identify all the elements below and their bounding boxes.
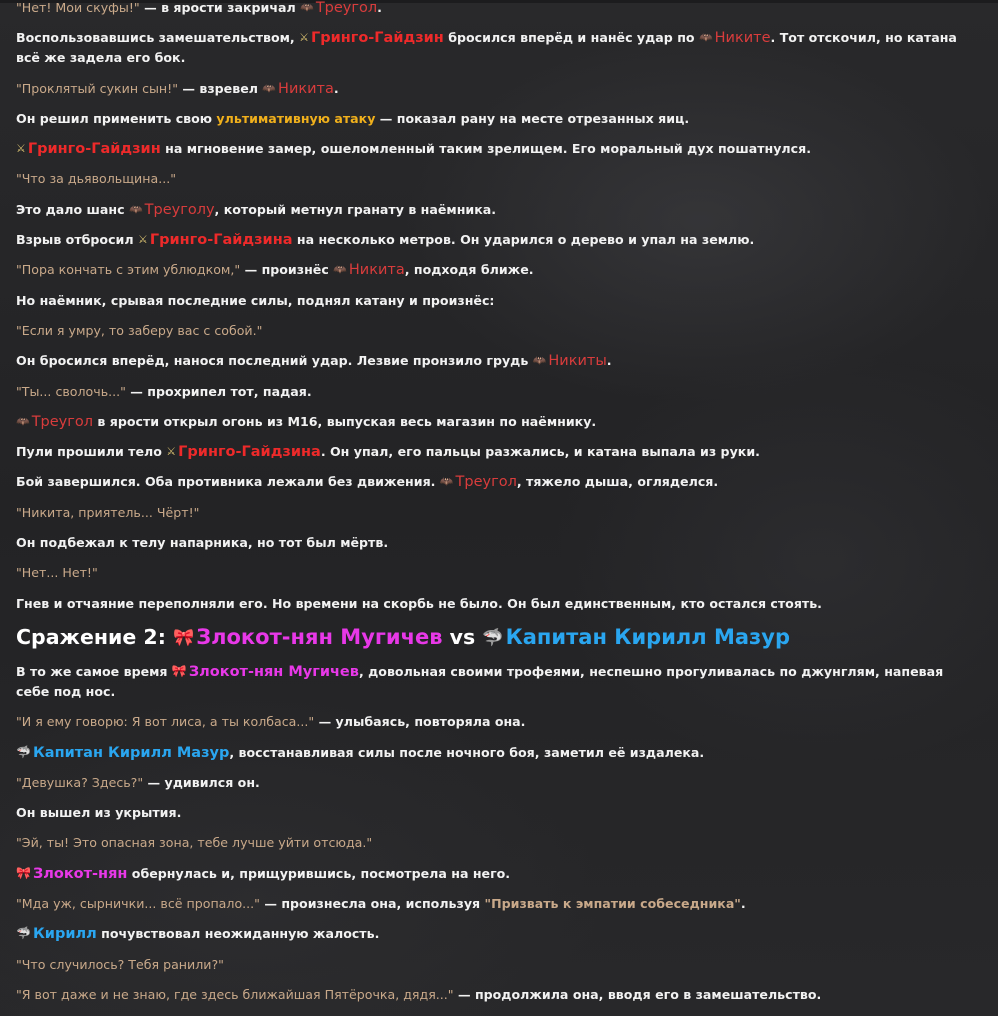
narration: . Он упал, его пальцы разжались, и катана выпала из руки. — [320, 444, 760, 460]
character-name-zlokot: Злокот-нян — [32, 865, 128, 882]
narration: , тяжело дыша, огляделся. — [516, 474, 719, 490]
story-line — [16, 139, 966, 159]
narration: Воспользовавшись замешательством, — [16, 30, 300, 46]
bow-icon: 🎀 — [16, 865, 31, 880]
shark-icon: 🦈 — [16, 744, 31, 759]
character-name-nikita: Никиты — [548, 353, 607, 370]
story-line — [16, 985, 966, 1005]
character-name-zlokot: Злокот-нян Мугичев — [188, 663, 359, 680]
narration: — показал рану на месте отрезанных яиц. — [375, 110, 690, 126]
story-log — [16, 0, 966, 1015]
narration: — взревел — [178, 80, 263, 96]
narration: бросился вперёд и нанёс удар по — [443, 30, 699, 46]
narration: Бой завершился. Оба противника лежали без движения. — [16, 474, 440, 490]
character-name-kirill: Капитан Кирилл Мазур — [32, 744, 230, 761]
shark-icon: 🦈 — [16, 926, 31, 941]
narration: . — [333, 80, 339, 96]
story-line — [16, 200, 966, 220]
bat-icon: 🦇 — [439, 475, 454, 489]
narration: на несколько метров. Он ударился о дерево и упал на землю. — [292, 232, 755, 248]
narration: , подходя ближе. — [404, 262, 534, 278]
narration: — улыбаясь, повторяла она. — [314, 714, 526, 730]
bat-icon: 🦇 — [698, 31, 713, 45]
story-line — [16, 864, 966, 884]
story-line — [16, 109, 966, 129]
sword-icon: ⚔ — [16, 142, 26, 156]
story-line — [16, 803, 966, 823]
story-line — [16, 594, 966, 614]
narration: — удивился он. — [143, 774, 260, 790]
quote: "Если я умру, то заберу вас с собой." — [16, 322, 263, 338]
narration: Он решил применить свою — [16, 110, 217, 126]
character-name-treugol: Треугол — [455, 474, 517, 491]
story-line — [16, 230, 966, 250]
character-name-nikita: Никита — [348, 262, 405, 279]
narration: — продолжила она, вводя его в замешательство. — [453, 986, 822, 1002]
narration: , который метнул гранату в наёмника. — [214, 201, 497, 217]
sword-icon: ⚔ — [299, 31, 309, 45]
quote: "Нет! Мои скуфы!" — [16, 0, 140, 15]
narration: . — [740, 896, 746, 912]
character-name-zlokot: Злокот-нян Мугичев — [196, 624, 443, 649]
narration: обернулась и, прищурившись, посмотрела на него. — [127, 865, 511, 881]
story-line — [16, 28, 966, 68]
narration: Гнев и отчаяние переполняли его. Но времени на скорбь не было. Он был единственным, кто остался стоять. — [16, 595, 822, 611]
battle-heading-vs: vs — [442, 624, 483, 649]
story-line — [16, 712, 966, 732]
battle-heading-prefix: Сражение 2: — [16, 624, 174, 649]
bat-icon: 🦇 — [532, 354, 547, 368]
story-line — [16, 894, 966, 914]
quote: "Что случилось? Тебя ранили?" — [16, 956, 224, 972]
story-line — [16, 0, 966, 18]
quote: "И я ему говорю: Я вот лиса, а ты колбаса..." — [16, 714, 315, 730]
quote: "Никита, приятель... Чёрт!" — [16, 504, 200, 520]
quote: "Пора кончать с этим ублюдком," — [16, 262, 241, 278]
story-line — [16, 382, 966, 402]
quote: "Что за дьявольщина..." — [16, 171, 176, 187]
bat-icon: 🦇 — [128, 202, 143, 216]
character-name-kirill: Кирилл — [32, 926, 97, 943]
story-line — [16, 503, 966, 523]
story-line — [16, 412, 966, 432]
story-line — [16, 169, 966, 189]
quote: "Эй, ты! Это опасная зона, тебе лучше уйти отсюда." — [16, 835, 373, 851]
story-line — [16, 773, 966, 793]
narration: Это дало шанс — [16, 201, 129, 217]
narration: Пули прошили тело — [16, 444, 167, 460]
narration: , довольная своими трофеями, неспешно прогуливалась по джунглям, напевая себе под нос. — [16, 663, 944, 699]
quote: "Я вот даже и не знаю, где здесь ближайшая Пятёрочка, дядя..." — [16, 986, 454, 1002]
story-line — [16, 955, 966, 975]
character-name-treugol: Треуголу — [144, 201, 215, 218]
character-name-nikita: Никита — [278, 80, 334, 97]
character-name-gringo: Гринго-Гайдзин — [310, 30, 444, 47]
story-line — [16, 533, 966, 553]
story-line — [16, 291, 966, 311]
story-line — [16, 321, 966, 341]
bat-icon: 🦇 — [300, 1, 314, 14]
narration: Но наёмник, срывая последние силы, поднял катану и произнёс: — [16, 292, 495, 308]
narration: Он подбежал к телу напарника, но тот был мёртв. — [16, 535, 389, 551]
bow-icon: 🎀 — [171, 663, 187, 678]
quote: "Проклятый сукин сын!" — [16, 80, 179, 96]
sword-icon: ⚔ — [166, 445, 177, 459]
character-name-gringo: Гринго-Гайдзина — [149, 232, 293, 249]
story-line — [16, 743, 966, 763]
quote: "Нет... Нет!" — [16, 565, 98, 581]
narration: — в ярости закричал — [139, 0, 301, 15]
battle-heading — [16, 624, 966, 650]
narration: в ярости открыл огонь из M16, выпуская весь магазин по наёмнику. — [93, 413, 597, 429]
story-line — [16, 351, 966, 371]
narration: , восстанавливая силы после ночного боя, заметил её издалека. — [229, 744, 705, 760]
narration: . — [606, 353, 612, 369]
character-name-nikita: Никите — [714, 30, 771, 47]
narration: Он вышел из укрытия. — [16, 805, 182, 821]
bat-icon: 🦇 — [16, 414, 30, 428]
character-name-treugol: Треугол — [31, 413, 94, 430]
story-line — [16, 442, 966, 462]
quote: "Девушка? Здесь?" — [16, 774, 144, 790]
narration: на мгновение замер, ошеломленный таким зрелищем. Его моральный дух пошатнулся. — [160, 141, 811, 157]
story-line — [16, 563, 966, 583]
bow-icon: 🎀 — [173, 627, 195, 648]
narration: Он бросился вперёд, нанося последний удар. Лезвие пронзило грудь — [16, 353, 533, 369]
skill-name: "Призвать к эмпатии собеседника" — [484, 896, 741, 912]
story-line — [16, 260, 966, 280]
narration: — произнесла она, используя — [259, 896, 485, 912]
story-line — [16, 924, 966, 944]
character-name-kirill: Капитан Кирилл Мазур — [505, 624, 790, 649]
narration: — прохрипел тот, падая. — [125, 383, 312, 399]
story-line — [16, 833, 966, 853]
ultimate-attack-label: ультимативную атаку — [216, 110, 376, 126]
quote: "Ты... сволочь..." — [16, 383, 126, 399]
story-line — [16, 79, 966, 99]
story-line — [16, 662, 966, 702]
narration: почувствовал неожиданную жалость. — [96, 926, 380, 942]
narration: . Тот отскочил, но катана всё же задела его бок. — [16, 30, 957, 66]
narration: В то же самое время — [16, 663, 172, 679]
shark-icon: 🦈 — [482, 627, 504, 648]
character-name-gringo: Гринго-Гайдзина — [178, 444, 321, 461]
sword-icon: ⚔ — [137, 233, 148, 247]
narration: . — [377, 0, 382, 15]
character-name-gringo: Гринго-Гайдзин — [27, 141, 161, 158]
narration: — произнёс — [240, 262, 334, 278]
story-line — [16, 472, 966, 492]
character-name-treugol: Треугол — [315, 0, 378, 16]
quote: "Мда уж, сырнички... всё пропало..." — [16, 896, 260, 912]
narration: Взрыв отбросил — [16, 232, 138, 248]
bat-icon: 🦇 — [262, 81, 277, 95]
bat-icon: 🦇 — [333, 263, 347, 277]
